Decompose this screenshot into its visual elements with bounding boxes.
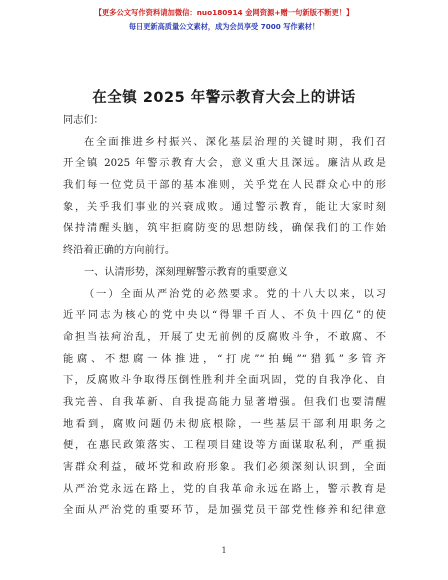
intro-paragraph [63,132,386,262]
intro-line: 终沿着正确的方向前行。 [63,245,176,257]
document-body [63,110,386,522]
paragraph-line: 我完善、自我革新、自我提高能力显著增强。但我们也要清醒 [63,396,386,408]
salutation: 同志们： [63,115,104,126]
promo-banner-line-1: 【更多公文写作资料请加微信：nuo180914 金网资源+赠一句新版不断更！】 [94,8,354,17]
paragraph-line: 地看到，腐败问题仍未彻底根除，一些基层干部利用职务之 [63,418,386,430]
intro-line: 我们每一位党员干部的基本准则，关乎党在人民群众心中的形 [63,180,386,192]
paragraph-line: 能腐、不想腐一体推进，“打虎”“拍蝇”“猎狐”多管齐 [63,353,386,365]
intro-line: 保持清醒头脑，筑牢拒腐防变的思想防线，确保我们的工作始 [63,223,386,235]
paragraph-line: 从严治党永远在路上，党的自我革命永远在路上，警示教育是 [63,483,386,495]
intro-line: 开全镇 2025 年警示教育大会，意义重大且深远。廉洁从政是 [63,158,386,170]
paragraph-line: 近平同志为核心的党中央以“得罪千百人、不负十四亿”的使 [63,310,386,322]
page-number: 1 [221,546,227,555]
intro-line: 象，关乎我们事业的兴衰成败。通过警示教育，能让大家时刻 [63,201,386,213]
promo-banner-line-2: 每日更新高质量公文素材，成为会员享受 7000 写作素材！ [128,22,320,31]
paragraph-line: 便，在惠民政策落实、工程项目建设等方面谋取私利，严重损 [63,440,386,452]
paragraph-line: 全面从严治党的重要环节，是加强党员干部党性修养和纪律意 [63,505,386,517]
intro-line: 在全面推进乡村振兴、深化基层治理的关键时期，我们召 [84,136,386,148]
section-paragraph [63,284,386,523]
document-title: 在全镇 2025 年警示教育大会上的讲话 [92,90,356,106]
section-heading: 一、认清形势，深刻理解警示教育的重要意义 [84,266,288,278]
paragraph-line: 害群众利益，破坏党和政府形象。我们必须深刻认识到，全面 [63,462,386,473]
paragraph-line: 下，反腐败斗争取得压倒性胜利并全面巩固，党的自我净化、自 [63,375,386,387]
promo-banner [0,6,448,34]
paragraph-line: （一）全面从严治党的必然要求。党的十八大以来，以习 [84,288,386,300]
paragraph-line: 命担当祛疴治乱，开展了史无前例的反腐败斗争，不敢腐、不 [63,331,386,343]
